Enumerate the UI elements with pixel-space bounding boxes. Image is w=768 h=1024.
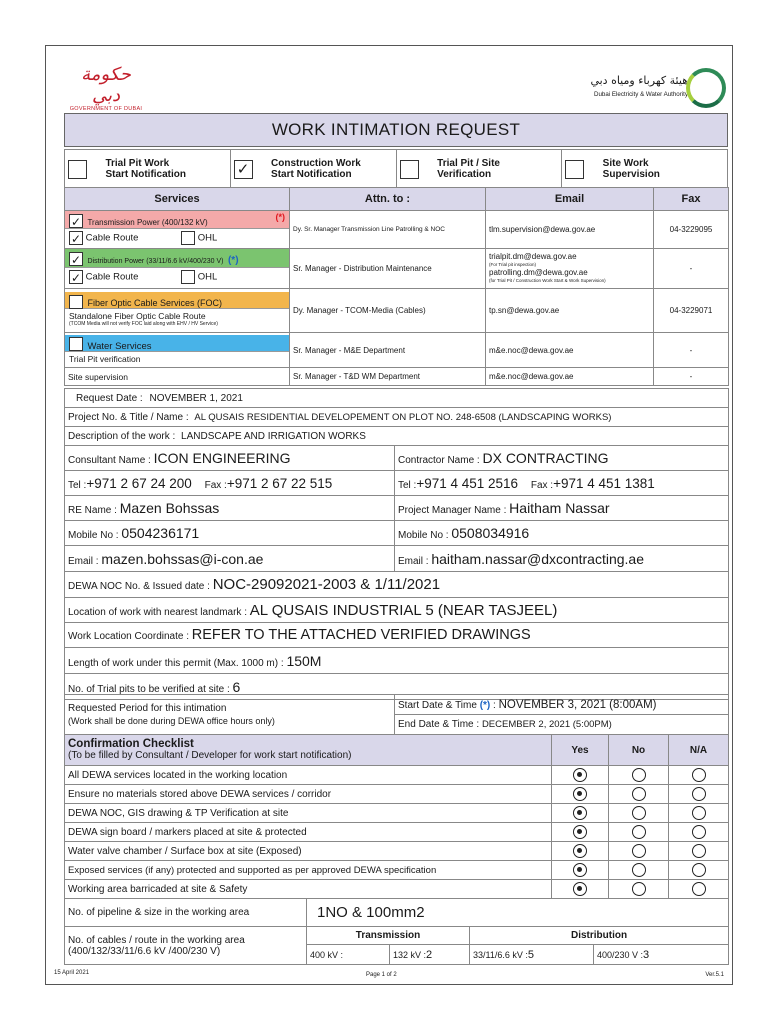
water-label: Water Services	[87, 340, 152, 352]
length-label: Length of work under this permit (Max. 1000 m) :	[68, 657, 284, 669]
option-label: Construction Work	[271, 158, 361, 169]
fiber-fax: 04-3229071	[654, 289, 729, 333]
re-mobile-value: 0504236171	[121, 525, 200, 541]
checklist-item-text: DEWA sign board / markers placed at site & protected	[65, 823, 552, 842]
checklist-item-text: Working area barricaded at site & Safety	[65, 880, 552, 899]
yes-radio[interactable]	[573, 806, 587, 820]
site-supervision-label: Site supervision	[65, 368, 290, 386]
checklist-row	[65, 861, 729, 880]
cables-label: No. of cables / route in the working area	[68, 934, 245, 946]
contractor-cell	[395, 446, 729, 471]
checklist-item-text: DEWA NOC, GIS drawing & TP Verification at site	[65, 804, 552, 823]
dewa-logo	[571, 66, 726, 108]
pm-email-label: Email :	[398, 555, 429, 567]
option-label: Site Work	[602, 158, 649, 169]
fiber-attn: Dy. Manager - TCOM-Media (Cables)	[290, 289, 486, 333]
re-name-cell	[65, 496, 395, 521]
pm-email-value: haitham.nassar@dxcontracting.ae	[431, 550, 645, 567]
attn-header: Attn. to :	[290, 188, 486, 211]
option-construction-work[interactable]	[230, 150, 396, 189]
v400-cell	[594, 945, 729, 965]
yes-radio[interactable]	[573, 882, 587, 896]
re-name-label: RE Name :	[68, 505, 117, 516]
v400-value: 3	[643, 948, 650, 961]
option-label: Start Notification	[271, 169, 352, 180]
option-site-work-supervision[interactable]	[562, 150, 728, 189]
water-row1-attn: Sr. Manager - M&E Department	[290, 333, 486, 368]
checklist-item-text: All DEWA services located in the working location	[65, 766, 552, 785]
consultant-contact-cell	[65, 471, 395, 496]
fiber-checkbox[interactable]	[69, 295, 83, 309]
consultant-label: Consultant Name :	[68, 455, 151, 466]
dewa-logo-english: Dubai Electricity & Water Authority	[594, 91, 688, 98]
distribution-service-cell	[65, 249, 290, 289]
trial-pit-verification-label: Trial Pit verification	[69, 353, 141, 364]
pm-mobile-label: Mobile No :	[398, 530, 449, 541]
kv400-cell	[307, 945, 390, 965]
pipeline-cables-table	[64, 898, 729, 965]
fiber-label: Fiber Optic Cable Services (FOC)	[87, 298, 222, 308]
footer-page: Page 1 of 2	[366, 972, 397, 978]
checklist-item-text: Ensure no materials stored above DEWA services / corridor	[65, 785, 552, 804]
na-radio[interactable]	[692, 825, 706, 839]
water-row2-email: m&e.noc@dewa.gov.ae	[486, 368, 654, 386]
pm-mobile-cell	[395, 521, 729, 546]
kv132-value: 2	[426, 948, 433, 961]
option-checkbox[interactable]	[565, 160, 584, 179]
water-service-cell	[65, 333, 290, 368]
checklist-row	[65, 823, 729, 842]
distribution-email-2-note: (for Trial Pit / Construction Work Start & Work Supervision)	[489, 277, 606, 283]
pm-name-value: Haitham Nassar	[509, 500, 610, 516]
transmission-cable-checkbox[interactable]: ✓	[70, 232, 82, 246]
distribution-fax: -	[654, 249, 729, 289]
option-trial-pit-work[interactable]	[65, 150, 231, 189]
checklist-subtitle: (To be filled by Consultant / Developer for work start notification)	[68, 750, 352, 761]
consultant-cell	[65, 446, 395, 471]
confirmation-checklist	[64, 734, 729, 899]
na-radio[interactable]	[692, 806, 706, 820]
location-value: AL QUSAIS INDUSTRIAL 5 (NEAR TASJEEL)	[249, 601, 558, 619]
cable-route-label: Cable Route	[85, 232, 139, 244]
request-type-options	[64, 149, 728, 189]
distribution-attn: Sr. Manager - Distribution Maintenance	[290, 249, 486, 289]
yes-header: Yes	[552, 735, 609, 766]
checklist-row	[65, 785, 729, 804]
no-header: No	[609, 735, 669, 766]
transmission-attn: Dy. Sr. Manager Transmission Line Patrolling & NOC	[290, 211, 486, 249]
option-checkbox[interactable]: ✓	[234, 160, 253, 179]
consultant-fax: +971 2 67 22 515	[226, 475, 333, 491]
contractor-fax-label: Fax :	[530, 479, 554, 491]
re-email-cell	[65, 546, 395, 572]
kv33-value: 5	[527, 948, 534, 961]
water-row2-attn: Sr. Manager - T&D WM Department	[290, 368, 486, 386]
services-header: Services	[65, 188, 290, 211]
option-label: Trial Pit / Site	[437, 158, 500, 169]
dewa-logo-arabic: هيئة كهرباء ومياه دبي	[590, 74, 688, 87]
kv33-label: 33/11/6.6 kV :	[473, 949, 528, 960]
distribution-email-2: patrolling.dm@dewa.gov.ae	[489, 267, 588, 277]
checklist-items	[65, 766, 729, 899]
distribution-cable-checkbox[interactable]: ✓	[70, 271, 82, 285]
transmission-fax: 04-3229095	[654, 211, 729, 249]
form-title: WORK INTIMATION REQUEST	[271, 120, 521, 139]
na-radio[interactable]	[692, 787, 706, 801]
coordinate-label: Work Location Coordinate :	[68, 631, 189, 642]
coordinate-row	[65, 623, 729, 648]
request-date-value: NOVEMBER 1, 2021	[149, 392, 243, 404]
pm-mobile-value: 0508034916	[451, 525, 530, 541]
kv132-label: 132 kV :	[393, 949, 427, 960]
option-label: Verification	[437, 169, 492, 180]
gov-logo-english: GOVERNMENT OF DUBAI	[69, 106, 143, 112]
noc-row	[65, 572, 729, 598]
checklist-item-text: Water valve chamber / Surface box at site (Exposed)	[65, 842, 552, 861]
na-header: N/A	[669, 735, 729, 766]
no-radio[interactable]	[632, 844, 646, 858]
description-value: LANDSCAPE AND IRRIGATION WORKS	[181, 430, 366, 442]
distribution-required-mark: (*)	[227, 255, 239, 266]
project-value: AL QUSAIS RESIDENTIAL DEVELOPEMENT ON PLOT NO. 248-6508 (LANDSCAPING WORKS)	[194, 411, 612, 423]
option-label: Supervision	[602, 169, 660, 180]
option-checkbox[interactable]	[400, 160, 419, 179]
project-row	[65, 408, 729, 427]
transmission-header: Transmission	[307, 927, 470, 945]
length-value: 150M	[286, 652, 322, 669]
period-cell	[65, 695, 395, 735]
consultant-value: ICON ENGINEERING	[153, 450, 291, 466]
fiber-service-cell	[65, 289, 290, 333]
no-radio[interactable]	[632, 825, 646, 839]
na-radio[interactable]	[692, 768, 706, 782]
end-date-label: End Date & Time :	[398, 719, 480, 730]
trial-pits-label: No. of Trial pits to be verified at site :	[68, 683, 230, 695]
checklist-header	[65, 735, 552, 766]
na-radio[interactable]	[692, 882, 706, 896]
no-radio[interactable]	[632, 787, 646, 801]
cable-route-label: Cable Route	[85, 271, 139, 283]
distribution-ohl-checkbox[interactable]	[181, 270, 195, 284]
pm-name-label: Project Manager Name :	[398, 505, 507, 516]
yes-radio[interactable]	[573, 787, 587, 801]
contractor-value: DX CONTRACTING	[482, 450, 609, 466]
checklist-row	[65, 766, 729, 785]
contractor-tel-label: Tel :	[398, 479, 417, 491]
checklist-row	[65, 880, 729, 899]
coordinate-value: REFER TO THE ATTACHED VERIFIED DRAWINGS	[191, 627, 531, 643]
transmission-checkbox[interactable]: ✓	[70, 214, 82, 229]
form-title-box	[64, 113, 728, 147]
transmission-required-mark: (*)	[275, 212, 285, 222]
consultant-tel: +971 2 67 24 200	[86, 475, 192, 491]
pm-email-cell	[395, 546, 729, 572]
yes-radio[interactable]	[573, 844, 587, 858]
distribution-email-cell	[486, 249, 654, 289]
v400-label: 400/230 V :	[597, 949, 644, 960]
contractor-contact-cell	[395, 471, 729, 496]
form-page	[45, 45, 733, 985]
checklist-row	[65, 804, 729, 823]
option-checkbox[interactable]	[68, 160, 87, 179]
pipeline-value: 1NO & 100mm2	[307, 899, 729, 927]
end-date-cell	[395, 715, 729, 735]
water-row1-fax: -	[654, 333, 729, 368]
period-table	[64, 694, 729, 735]
kv400-label: 400 kV :	[310, 949, 344, 960]
no-radio[interactable]	[632, 863, 646, 877]
water-row2-fax: -	[654, 368, 729, 386]
ohl-label: OHL	[197, 271, 218, 283]
dewa-ring-icon	[686, 68, 726, 108]
length-row	[65, 648, 729, 674]
na-radio[interactable]	[692, 844, 706, 858]
period-note: (Work shall be done during DEWA office hours only)	[68, 715, 275, 726]
yes-radio[interactable]	[573, 768, 587, 782]
email-header: Email	[486, 188, 654, 211]
option-label: Trial Pit Work	[105, 158, 170, 169]
request-date-row	[65, 389, 729, 408]
start-date-cell	[395, 695, 729, 715]
description-label: Description of the work :	[68, 430, 176, 442]
na-radio[interactable]	[692, 863, 706, 877]
details-table	[64, 388, 729, 700]
location-row	[65, 598, 729, 623]
location-label: Location of work with nearest landmark :	[68, 606, 247, 618]
water-checkbox[interactable]	[69, 337, 83, 351]
distribution-email-1: trialpit.dm@dewa.gov.ae	[489, 251, 577, 261]
cables-label-voltages: (400/132/33/11/6.6 kV /400/230 V)	[68, 945, 221, 957]
consultant-fax-label: Fax :	[204, 479, 227, 491]
contractor-fax: +971 4 451 1381	[553, 475, 655, 491]
start-date-value: NOVEMBER 3, 2021 (8:00AM)	[498, 698, 657, 711]
distribution-email-1-note: (For Trial pit inspection)	[489, 261, 537, 267]
checklist-row	[65, 842, 729, 861]
start-date-label: Start Date & Time	[398, 699, 477, 711]
re-email-value: mazen.bohssas@i-con.ae	[101, 550, 264, 567]
option-label: Start Notification	[105, 169, 187, 180]
government-of-dubai-logo	[66, 64, 146, 112]
services-table	[64, 187, 729, 386]
trial-pits-value: 6	[232, 678, 241, 695]
footer-version: Ver.5.1	[705, 972, 724, 978]
noc-value: NOC-29092021-2003 & 1/11/2021	[212, 576, 441, 593]
consultant-tel-label: Tel :	[68, 479, 87, 491]
no-radio[interactable]	[632, 806, 646, 820]
start-date-colon: :	[493, 699, 496, 711]
yes-radio[interactable]	[573, 825, 587, 839]
fiber-route-label: Standalone Fiber Optic Cable Route	[69, 311, 206, 321]
distribution-header: Distribution	[470, 927, 729, 945]
distribution-label: Distribution Power (33/11/6.6 kV/400/230 V)	[87, 258, 224, 265]
footer-date: 15 April 2021	[54, 970, 90, 976]
pm-name-cell	[395, 496, 729, 521]
distribution-checkbox[interactable]: ✓	[70, 252, 82, 267]
request-date-label: Request Date :	[76, 392, 143, 404]
water-row1-email: m&e.noc@dewa.gov.ae	[486, 333, 654, 368]
cables-label-cell	[65, 927, 307, 965]
no-radio[interactable]	[632, 882, 646, 896]
kv132-cell	[390, 945, 470, 965]
contractor-tel: +971 4 451 2516	[416, 475, 519, 491]
transmission-service-cell	[65, 211, 290, 249]
kv33-cell	[470, 945, 594, 965]
pipeline-label: No. of pipeline & size in the working area	[65, 899, 307, 927]
noc-label: DEWA NOC No. & Issued date :	[68, 581, 210, 592]
option-trial-pit-verification[interactable]	[396, 150, 562, 189]
ohl-label: OHL	[197, 232, 218, 244]
checklist-title: Confirmation Checklist	[68, 738, 194, 750]
transmission-ohl-checkbox[interactable]	[181, 231, 195, 245]
re-mobile-label: Mobile No :	[68, 530, 119, 541]
no-radio[interactable]	[632, 768, 646, 782]
period-label: Requested Period for this intimation	[68, 702, 227, 714]
fax-header: Fax	[654, 188, 729, 211]
fiber-email: tp.sn@dewa.gov.ae	[486, 289, 654, 333]
yes-radio[interactable]	[573, 863, 587, 877]
end-date-value: DECEMBER 2, 2021 (5:00PM)	[481, 719, 612, 730]
gov-logo-arabic: حكومة دبي	[81, 64, 131, 106]
contractor-label: Contractor Name :	[398, 455, 480, 466]
checklist-item-text: Exposed services (if any) protected and supported as per approved DEWA specification	[65, 861, 552, 880]
re-email-label: Email :	[68, 555, 99, 567]
project-label: Project No. & Title / Name :	[68, 411, 189, 423]
start-date-required-mark: (*)	[479, 699, 491, 711]
transmission-email: tlm.supervision@dewa.gov.ae	[486, 211, 654, 249]
fiber-note: (TCOM Media will not verify FOC laid along with EHV / HV Service)	[69, 321, 218, 327]
description-row	[65, 427, 729, 446]
transmission-label: Transmission Power (400/132 kV)	[87, 218, 208, 227]
re-name-value: Mazen Bohssas	[119, 500, 220, 516]
re-mobile-cell	[65, 521, 395, 546]
